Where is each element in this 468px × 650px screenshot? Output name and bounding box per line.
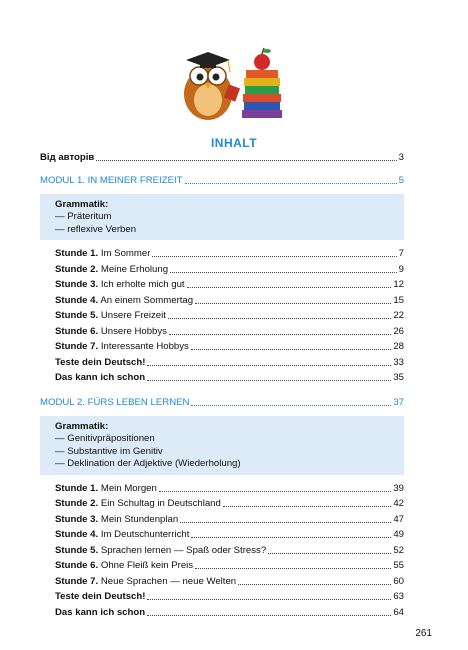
lesson-row[interactable] — [40, 574, 404, 590]
lesson-page: 26 — [393, 325, 404, 337]
extra-page: 63 — [393, 591, 404, 602]
lesson-number: Stunde 4. — [55, 294, 99, 306]
lesson-page: 60 — [393, 575, 404, 587]
dot-leader — [187, 287, 392, 288]
lesson-row[interactable] — [40, 527, 404, 543]
lesson-title: Sprachen lernen — Spaß oder Stress? — [100, 544, 267, 556]
dot-leader — [147, 380, 391, 381]
dot-leader — [191, 537, 391, 538]
lesson-title: Unsere Hobbys — [100, 325, 167, 337]
lesson-title: Im Deutschunterricht — [100, 529, 190, 540]
toc-title: INHALT — [210, 136, 258, 150]
module-title: MODUL 2. FÜRS LEBEN LERNEN — [40, 396, 190, 408]
module-heading[interactable] — [40, 172, 404, 190]
lesson-number: Stunde 6. — [55, 560, 99, 571]
grammar-item: — reflexive Verben — [55, 223, 137, 235]
dot-leader — [268, 553, 391, 554]
lesson-row[interactable] — [40, 512, 404, 528]
module-page: 5 — [398, 174, 404, 186]
extra-page: 35 — [393, 372, 404, 383]
owl-icon — [184, 52, 240, 120]
extra-label: Teste dein Deutsch! — [55, 356, 146, 368]
lesson-page: 47 — [393, 513, 404, 525]
grammar-title: Grammatik: — [55, 198, 109, 210]
lesson-number: Stunde 3. — [55, 279, 99, 290]
grammar-title: Grammatik: — [55, 420, 109, 432]
module-title: MODUL 1. IN MEINER FREIZEIT — [40, 174, 183, 186]
lesson-number: Stunde 2. — [55, 498, 99, 509]
lesson-row[interactable] — [40, 308, 404, 324]
toc-entry-intro[interactable] — [40, 150, 404, 166]
lesson-title: Mein Stundenplan — [100, 513, 179, 525]
lesson-row[interactable] — [40, 246, 404, 262]
extra-row[interactable] — [40, 605, 404, 621]
dot-leader — [238, 584, 391, 585]
books-stack-icon — [242, 70, 282, 118]
lesson-page: 22 — [393, 310, 404, 321]
lesson-number: Stunde 5. — [55, 310, 99, 321]
lesson-title: Unsere Freizeit — [100, 310, 166, 321]
module-heading[interactable] — [40, 394, 404, 412]
lesson-row[interactable] — [40, 496, 404, 512]
lesson-number: Stunde 1. — [55, 482, 99, 494]
lesson-row[interactable] — [40, 324, 404, 340]
lesson-number: Stunde 7. — [55, 341, 99, 352]
lesson-page: 12 — [393, 279, 404, 290]
lesson-page: 55 — [393, 560, 404, 571]
lesson-title: Meine Erholung — [100, 263, 169, 275]
lesson-title: Ein Schultag in Deutschland — [100, 498, 221, 509]
lesson-row[interactable] — [40, 543, 404, 559]
grammar-item: — Genitivpräpositionen — [55, 433, 155, 444]
lesson-row[interactable] — [40, 293, 404, 309]
lesson-page: 9 — [398, 263, 404, 275]
dot-leader — [191, 405, 391, 406]
extra-page: 64 — [393, 606, 404, 618]
lesson-number: Stunde 5. — [55, 544, 99, 556]
dot-leader — [191, 349, 391, 350]
owl-books-illustration — [170, 42, 290, 122]
extra-label: Das kann ich schon — [55, 606, 146, 618]
lesson-title: Mein Morgen — [100, 482, 157, 494]
page-number: 261 — [415, 628, 432, 639]
lesson-page: 42 — [393, 498, 404, 509]
lesson-row[interactable] — [40, 339, 404, 355]
dot-leader — [223, 506, 391, 507]
dot-leader — [195, 568, 391, 569]
table-of-contents — [40, 150, 404, 620]
lesson-page: 49 — [393, 529, 404, 540]
extra-label: Das kann ich schon — [55, 372, 146, 383]
lesson-title: Interessante Hobbys — [100, 341, 189, 352]
lesson-number: Stunde 3. — [55, 513, 99, 525]
dot-leader — [159, 491, 391, 492]
extra-page: 33 — [393, 356, 404, 368]
lesson-page: 39 — [393, 482, 404, 494]
lesson-number: Stunde 2. — [55, 263, 99, 275]
dot-leader — [185, 183, 397, 184]
toc-entry-label: Від авторів — [40, 152, 95, 163]
lesson-page: 52 — [393, 544, 404, 556]
lesson-row[interactable] — [40, 277, 404, 293]
dot-leader — [168, 318, 391, 319]
extra-row[interactable] — [40, 370, 404, 386]
lesson-title: An einem Sommertag — [100, 294, 194, 306]
lesson-page: 7 — [398, 248, 404, 259]
lesson-row[interactable] — [40, 481, 404, 497]
lesson-row[interactable] — [40, 262, 404, 278]
grammar-item: — Substantive im Genitiv — [55, 445, 163, 457]
lesson-title: Ich erholte mich gut — [100, 279, 185, 290]
dot-leader — [96, 160, 396, 161]
lesson-number: Stunde 4. — [55, 529, 99, 540]
lesson-page: 28 — [393, 341, 404, 352]
lesson-number: Stunde 1. — [55, 248, 99, 259]
dot-leader — [169, 334, 391, 335]
dot-leader — [147, 365, 391, 366]
dot-leader — [170, 272, 397, 273]
extra-label: Teste dein Deutsch! — [55, 591, 146, 602]
extra-row[interactable] — [40, 355, 404, 371]
lesson-title: Im Sommer — [100, 248, 151, 259]
lesson-page: 15 — [393, 294, 404, 306]
toc-entry-page: 3 — [398, 152, 404, 163]
dot-leader — [195, 303, 391, 304]
dot-leader — [152, 256, 396, 257]
apple-icon — [254, 48, 271, 70]
lesson-number: Stunde 7. — [55, 575, 99, 587]
grammar-item: — Deklination der Adjektive (Wiederholung) — [55, 458, 241, 469]
grammar-box — [40, 416, 404, 475]
grammar-box — [40, 194, 404, 241]
dot-leader — [180, 522, 391, 523]
grammar-item: — Präteritum — [55, 211, 112, 222]
dot-leader — [147, 615, 391, 616]
module-page: 37 — [393, 396, 404, 408]
lesson-title: Ohne Fleiß kein Preis — [100, 560, 194, 571]
lesson-row[interactable] — [40, 558, 404, 574]
dot-leader — [147, 599, 391, 600]
lesson-number: Stunde 6. — [55, 325, 99, 337]
lesson-title: Neue Sprachen — neue Welten — [100, 575, 237, 587]
extra-row[interactable] — [40, 589, 404, 605]
